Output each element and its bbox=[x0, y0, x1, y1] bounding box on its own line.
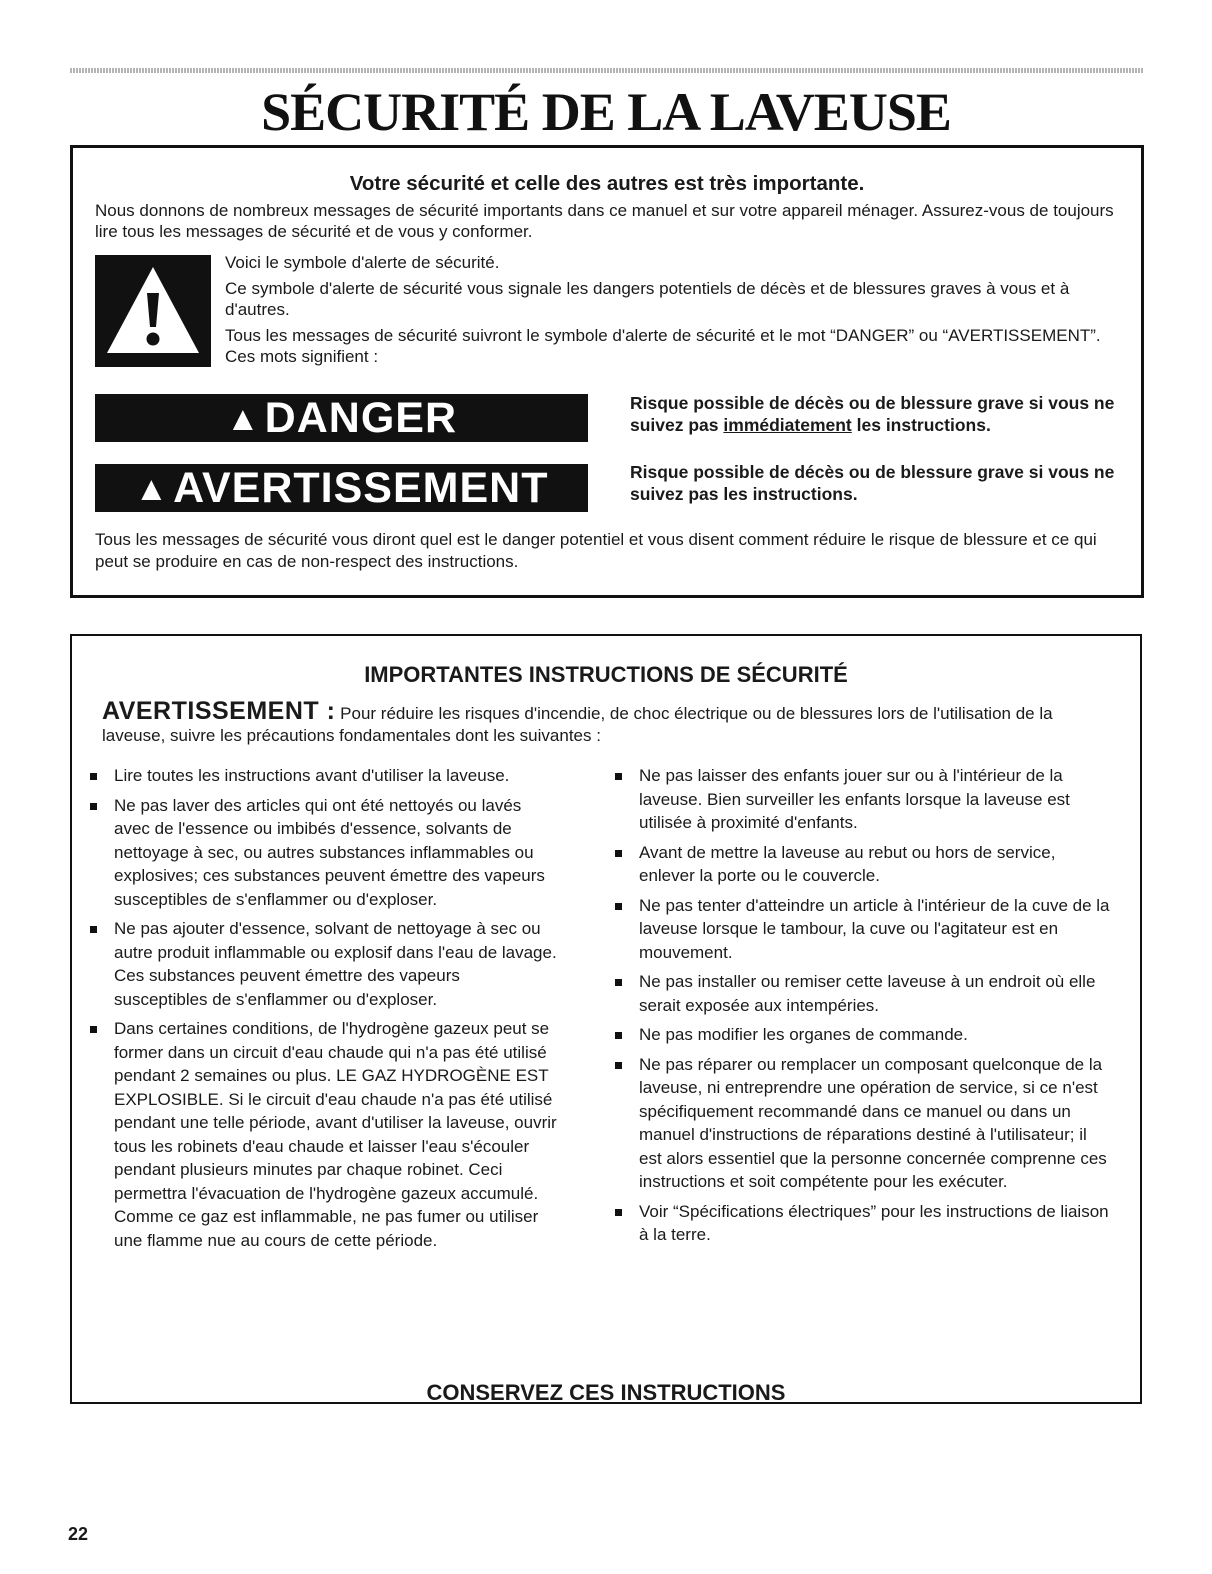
save-instructions-footer: CONSERVEZ CES INSTRUCTIONS bbox=[426, 1380, 786, 1405]
list-item-text: Ne pas réparer ou remplacer un composant quelconque de la laveuse, ni entreprendre une opération de service, si ce n'est spécifiquement recommandé dans ce manuel ou dans un manuel d'instructions de réparations destiné à l'utilisateur; il est alors essentiel que la personne concernée comprenne ces instructions et soit compétente pour les exécuter. bbox=[639, 1054, 1107, 1191]
bullet-icon bbox=[615, 850, 622, 857]
safety-intro: Nous donnons de nombreux messages de sécurité importants dans ce manuel et sur votre appareil ménager. Assurez-vous de toujours lire tous les messages de sécurité et de vous y conformer. bbox=[95, 201, 1114, 241]
list-item-text: Ne pas installer ou remiser cette laveuse à un endroit où elle serait exposée aux intempéries. bbox=[639, 972, 1096, 1015]
warning-statement bbox=[102, 697, 1112, 747]
list-item bbox=[613, 894, 1113, 965]
instructions-heading: IMPORTANTES INSTRUCTIONS DE SÉCURITÉ bbox=[364, 662, 848, 687]
list-item bbox=[613, 970, 1113, 1017]
list-item-text: Ne pas laisser des enfants jouer sur ou à l'intérieur de la laveuse. Bien surveiller les enfants lorsque la laveuse est utilisée à proximité d'enfants. bbox=[639, 766, 1070, 832]
important-instructions-box bbox=[70, 634, 1142, 1404]
top-rule bbox=[70, 68, 1144, 73]
warning-label: AVERTISSEMENT bbox=[173, 464, 549, 512]
bullet-icon bbox=[90, 803, 97, 810]
warning-statement-label: AVERTISSEMENT : bbox=[102, 697, 336, 725]
alert-triangle-icon: ▲ bbox=[134, 470, 170, 508]
warning-statement-text: Pour réduire les risques d'incendie, de choc électrique ou de blessures lors de l'utilisation de la laveuse, suivre les précautions fondamentales dont les suivantes : bbox=[102, 704, 1053, 745]
bullet-icon bbox=[90, 773, 97, 780]
list-item bbox=[613, 1023, 1113, 1047]
list-item bbox=[88, 917, 558, 1011]
list-item-text: Dans certaines conditions, de l'hydrogène gazeux peut se former dans un circuit d'eau chaude qui n'a pas été utilisé pendant 2 semaines ou plus. LE GAZ HYDROGÈNE EST EXPLOSIBLE. Si le circuit d'eau chaude n'a pas été utilisé pendant une telle période, avant d'utiliser la laveuse, ouvrir tous les robinets d'eau chaude et laisser l'eau s'écouler pendant plusieurs minutes par chaque robinet. Ceci permettra l'évacuation de l'hydrogène gazeux accumulé. Comme ce gaz est inflammable, ne pas fumer ou utiliser une flamme nue au cours de cette période. bbox=[114, 1019, 557, 1250]
bullet-icon bbox=[615, 773, 622, 780]
alert-triangle-icon: ▲ bbox=[226, 400, 261, 438]
list-item bbox=[88, 1017, 558, 1252]
danger-desc-emphasis: immédiatement bbox=[723, 415, 852, 435]
safety-alert-icon bbox=[95, 255, 211, 367]
symbol-line: Ce symbole d'alerte de sécurité vous signale les dangers potentiels de décès et de blessures graves à vous et à d'autres. bbox=[225, 279, 1070, 319]
list-item bbox=[613, 1200, 1113, 1247]
danger-label: DANGER bbox=[264, 394, 457, 442]
bullet-icon bbox=[90, 926, 97, 933]
bullet-icon bbox=[615, 1209, 622, 1216]
bullet-icon bbox=[615, 903, 622, 910]
list-item-text: Ne pas modifier les organes de commande. bbox=[639, 1025, 968, 1044]
list-item bbox=[88, 764, 558, 788]
symbol-line: Tous les messages de sécurité suivront le symbole d'alerte de sécurité et le mot “DANGER” ou “AVERTISSEMENT”. Ces mots signifient : bbox=[225, 326, 1101, 366]
list-item bbox=[613, 764, 1113, 835]
list-item-text: Avant de mettre la laveuse au rebut ou hors de service, enlever la porte ou le couvercle. bbox=[639, 842, 1056, 885]
instructions-right-column bbox=[613, 764, 1113, 1253]
safety-box-heading: Votre sécurité et celle des autres est très importante. bbox=[349, 172, 865, 195]
symbol-line: Voici le symbole d'alerte de sécurité. bbox=[225, 253, 500, 272]
bullet-icon bbox=[615, 1032, 622, 1039]
instructions-left-column bbox=[88, 764, 558, 1258]
page-title: SÉCURITÉ DE LA LAVEUSE bbox=[261, 82, 951, 142]
page-number: 22 bbox=[68, 1524, 89, 1544]
list-item-text: Ne pas ajouter d'essence, solvant de nettoyage à sec ou autre produit inflammable ou explosif dans l'eau de lavage. Ces substances peuvent émettre des vapeurs susceptibles de s'enflammer ou d'exploser. bbox=[114, 919, 557, 1009]
list-item bbox=[613, 841, 1113, 888]
bullet-icon bbox=[615, 1062, 622, 1069]
safety-box-footer: Tous les messages de sécurité vous diront quel est le danger potentiel et vous disent comment réduire le risque de blessure et ce qui peut se produire en cas de non-respect des instructions. bbox=[95, 530, 1097, 571]
danger-description bbox=[630, 392, 1135, 436]
symbol-explanation bbox=[225, 252, 1125, 372]
safety-message-box bbox=[70, 145, 1144, 598]
danger-desc-text: Risque possible de décès ou de blessure grave si vous ne suivez pas bbox=[630, 393, 1115, 435]
bullet-icon bbox=[90, 1026, 97, 1033]
warning-description: Risque possible de décès ou de blessure grave si vous ne suivez pas les instructions. bbox=[630, 462, 1115, 504]
list-item-text: Voir “Spécifications électriques” pour les instructions de liaison à la terre. bbox=[639, 1201, 1109, 1244]
danger-banner bbox=[95, 394, 588, 442]
list-item-text: Ne pas tenter d'atteindre un article à l'intérieur de la cuve de la laveuse lorsque le tambour, la cuve ou l'agitateur est en mouvement. bbox=[639, 895, 1110, 962]
list-item-text: Ne pas laver des articles qui ont été nettoyés ou lavés avec de l'essence ou imbibés d'essence, solvants de nettoyage à sec, ou autres substances inflammables ou explosives; ces substances peuvent émettre des vapeurs susceptibles de s'enflammer ou d'exploser. bbox=[114, 795, 545, 909]
list-item bbox=[88, 794, 558, 912]
danger-desc-end: les instructions. bbox=[851, 415, 991, 435]
list-item-text: Lire toutes les instructions avant d'utiliser la laveuse. bbox=[114, 766, 510, 785]
list-item bbox=[613, 1053, 1113, 1194]
bullet-icon bbox=[615, 979, 622, 986]
warning-banner bbox=[95, 464, 588, 512]
